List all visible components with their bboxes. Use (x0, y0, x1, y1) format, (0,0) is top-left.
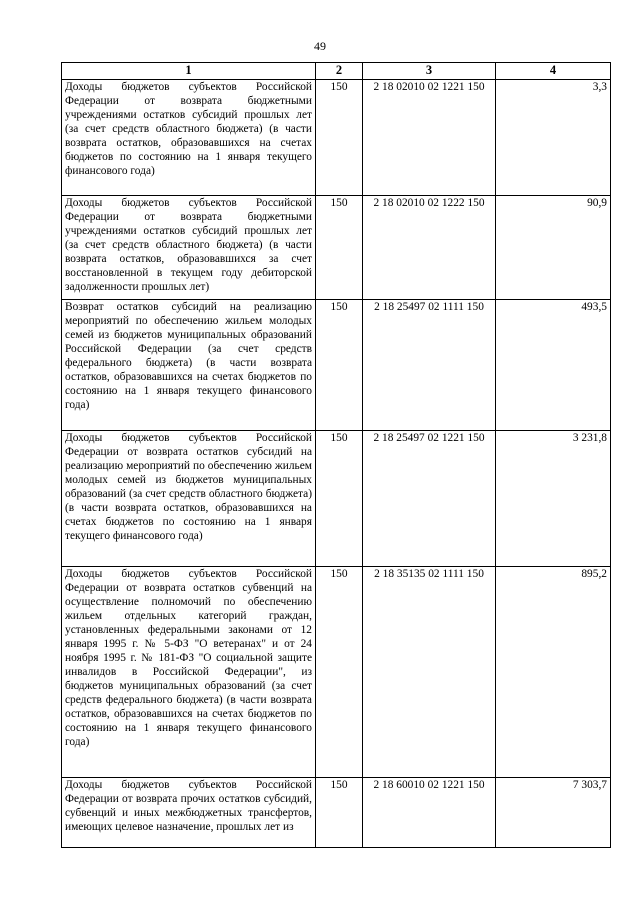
admin-code: 150 (316, 300, 363, 431)
budget-revenue-table (61, 62, 611, 848)
column-header-1: 1 (62, 63, 316, 80)
budget-classification-code: 2 18 02010 02 1222 150 (363, 196, 496, 300)
admin-code: 150 (316, 80, 363, 196)
budget-classification-code: 2 18 02010 02 1221 150 (363, 80, 496, 196)
budget-classification-code: 2 18 25497 02 1111 150 (363, 300, 496, 431)
revenue-description: Доходы бюджетов субъектов Российской Федерации от возврата остатков субвенций на осуществление полномочий по обеспечению жильем отдельных категорий граждан, установленных федеральными законами от 12 января 1995 г. № 5-ФЗ "О ветеранах" и от 24 ноября 1995 г. № 181-ФЗ "О социальной защите инвалидов в Российской Федерации", из бюджетов муниципальных образований (за счет средств федерального бюджета) (в части возврата остатков, образовавшихся на счетах бюджетов по состоянию на 1 января текущего финансового года) (62, 567, 316, 778)
column-header-4: 4 (496, 63, 611, 80)
admin-code: 150 (316, 778, 363, 848)
revenue-description: Доходы бюджетов субъектов Российской Федерации от возврата остатков субсидий на реализацию мероприятий по обеспечению жильем молодых семей из бюджетов муниципальных образований (за счет средств областного бюджета) (в части возврата остатков, образовавшихся на счетах бюджетов по состоянию на 1 января текущего финансового года) (62, 431, 316, 567)
amount-value: 3,3 (496, 80, 611, 196)
amount-value: 7 303,7 (496, 778, 611, 848)
table-row (62, 431, 611, 567)
revenue-description: Доходы бюджетов субъектов Российской Федерации от возврата бюджетными учреждениями остатков субсидий прошлых лет (за счет средств областного бюджета) (в части возврата остатков, образовавшихся на счетах бюджетов по состоянию на 1 января текущего финансового года) (62, 80, 316, 196)
revenue-description: Доходы бюджетов субъектов Российской Федерации от возврата прочих остатков субсидий, субвенций и иных межбюджетных трансфертов, имеющих целевое назначение, прошлых лет из (62, 778, 316, 848)
table-row (62, 80, 611, 196)
column-header-3: 3 (363, 63, 496, 80)
admin-code: 150 (316, 196, 363, 300)
revenue-description: Доходы бюджетов субъектов Российской Федерации от возврата бюджетными учреждениями остатков субсидий прошлых лет (за счет средств областного бюджета) (в части возврата остатков, образовавшихся за счет восстановленной в текущем году дебиторской задолженности прошлых лет) (62, 196, 316, 300)
budget-classification-code: 2 18 25497 02 1221 150 (363, 431, 496, 567)
amount-value: 3 231,8 (496, 431, 611, 567)
budget-classification-code: 2 18 60010 02 1221 150 (363, 778, 496, 848)
amount-value: 895,2 (496, 567, 611, 778)
revenue-description: Возврат остатков субсидий на реализацию мероприятий по обеспечению жильем молодых семей из бюджетов муниципальных образований Российской Федерации (за счет средств федерального бюджета) (в части возврата остатков, образовавшихся на счетах бюджетов по состоянию на 1 января текущего финансового года) (62, 300, 316, 431)
table-row (62, 300, 611, 431)
amount-value: 493,5 (496, 300, 611, 431)
amount-value: 90,9 (496, 196, 611, 300)
column-header-2: 2 (316, 63, 363, 80)
budget-classification-code: 2 18 35135 02 1111 150 (363, 567, 496, 778)
admin-code: 150 (316, 567, 363, 778)
table-row (62, 196, 611, 300)
table-row (62, 567, 611, 778)
table-header-row (62, 63, 611, 80)
table-row (62, 778, 611, 848)
admin-code: 150 (316, 431, 363, 567)
page-number: 49 (314, 39, 326, 53)
